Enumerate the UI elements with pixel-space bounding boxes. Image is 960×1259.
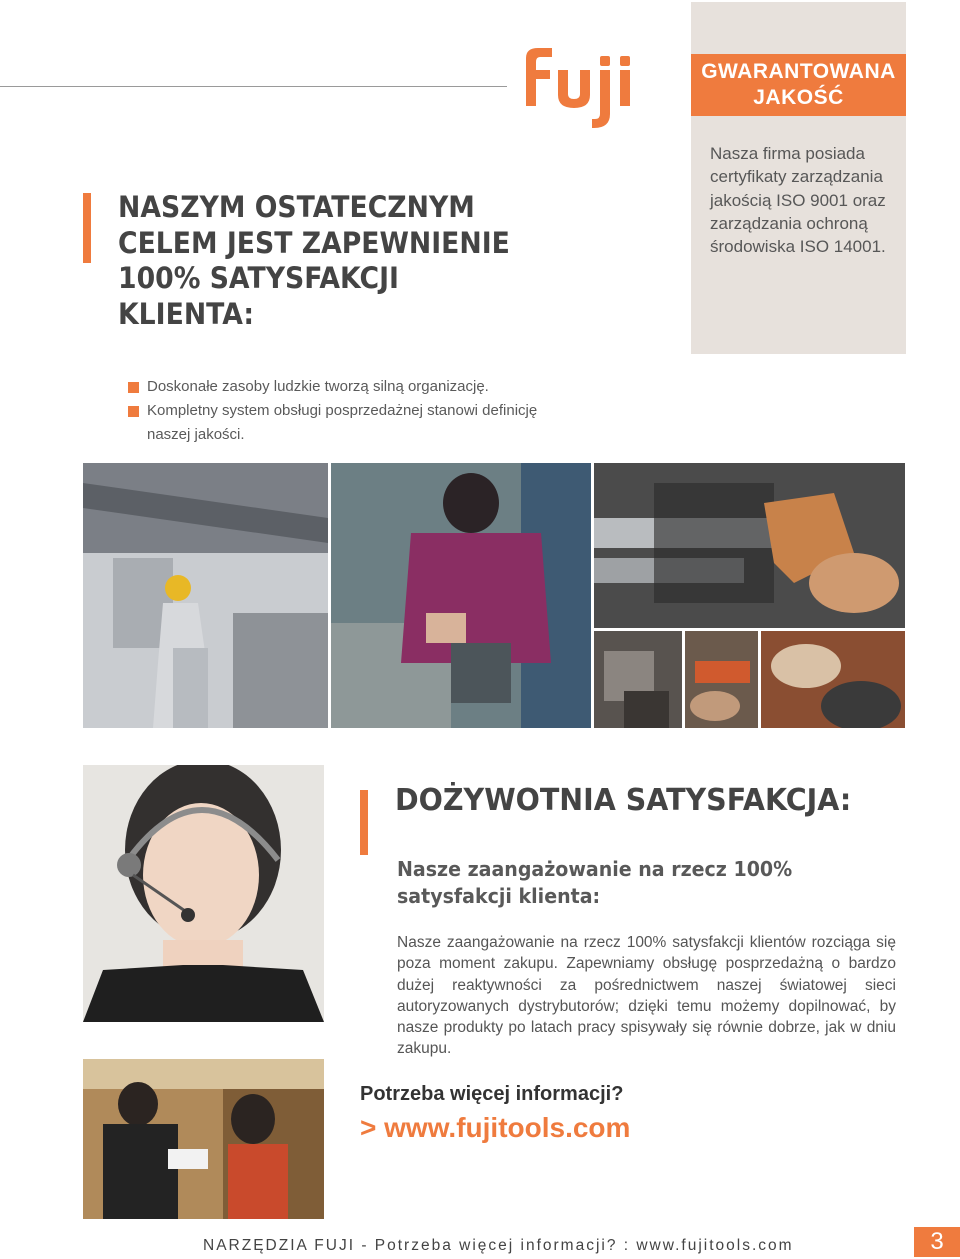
- bullet-text: Doskonałe zasoby ludzkie tworzą silną organizację.: [147, 378, 489, 395]
- guarantee-banner: [691, 54, 906, 116]
- top-divider-line: [0, 86, 507, 87]
- page-number-badge: 3: [914, 1227, 960, 1257]
- bullet-text: Kompletny system obsługi posprzedażnej stanowi definicję naszej jakości.: [147, 402, 538, 443]
- headline-line: NASZYM OSTATECZNYM: [118, 190, 475, 224]
- headline-accent-bar: [83, 193, 91, 263]
- photo-worker-helmet: [83, 463, 328, 728]
- bullet-square-icon: [128, 406, 139, 417]
- bullet-square-icon: [128, 382, 139, 393]
- commitment-body-text: Nasze zaangażowanie na rzecz 100% satysfakcji klientów rozciąga się poza moment zakupu. Zapewniamy obsługę posprzedażną o bardzo dużej reaktywności za pośrednictwem naszej światowej sieci autoryzowanych dystrybutorów; dzięki temu możemy dopilnować, by nasze produkty po latach pracy spisywały się równie dobrze, jak w dniu zakupu.: [397, 934, 896, 1058]
- bullet-list: [128, 375, 548, 447]
- bullet-item: [128, 375, 548, 399]
- photo-staff-with-clipboard: [83, 1059, 324, 1219]
- guarantee-title-line2: JAKOŚĆ: [753, 86, 844, 109]
- photo-power-tool-closeup: [594, 463, 905, 628]
- bullet-item: [128, 399, 548, 447]
- website-link[interactable]: > www.fujitools.com: [360, 1112, 631, 1143]
- more-info-question: Potrzeba więcej informacji?: [360, 1083, 624, 1105]
- headline-line: KLIENTA:: [118, 296, 255, 331]
- photo-workshop-2: [685, 631, 758, 728]
- guarantee-text: Nasza firma posiada certyfikaty zarządzania jakością ISO 9001 oraz zarządzania ochroną środowiska ISO 14001.: [710, 144, 886, 257]
- photo-grinding-disc: [761, 631, 905, 728]
- guarantee-title-line1: GWARANTOWANA: [701, 60, 896, 83]
- headline-line: 100% SATYSFAKCJI: [118, 261, 399, 295]
- section-accent-bar: [360, 790, 368, 855]
- quality-guarantee-panel: [691, 2, 906, 354]
- photo-support-agent-headset: [83, 765, 324, 1022]
- fuji-logo: [522, 44, 662, 134]
- headline-line: CELEM JEST ZAPEWNIENIE: [118, 225, 510, 260]
- photo-worker-grinding: [331, 463, 591, 728]
- lifetime-satisfaction-title: DOŻYWOTNIA SATYSFAKCJA:: [395, 783, 852, 818]
- photo-workshop-1: [594, 631, 682, 728]
- main-headline: [118, 190, 514, 332]
- footer-text: NARZĘDZIA FUJI - Potrzeba więcej informacji? : www.fujitools.com: [203, 1237, 794, 1254]
- commitment-subheading: Nasze zaangażowanie na rzecz 100% satysfakcji klienta:: [397, 857, 793, 908]
